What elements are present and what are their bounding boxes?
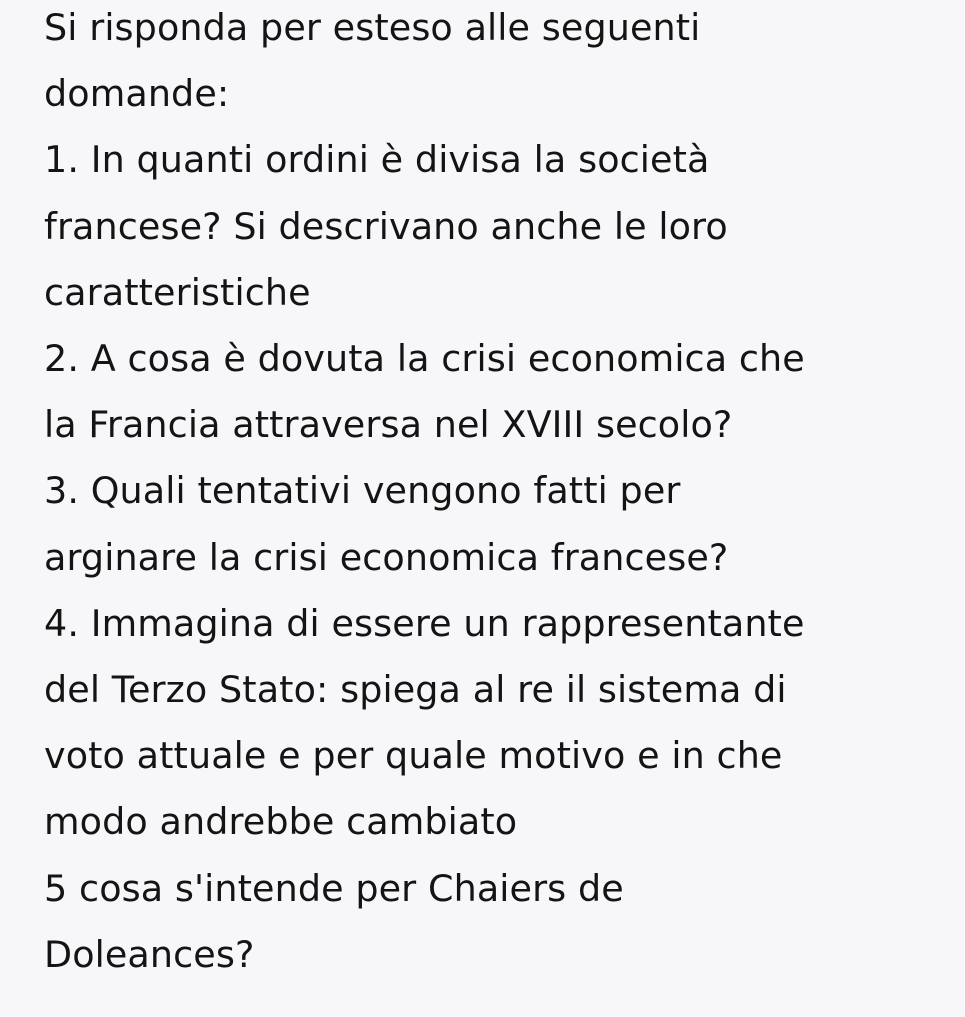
question-4-line-2: del Terzo Stato: spiega al re il sistema di [44,668,787,712]
intro-line-1: Si risponda per esteso alle seguenti [44,6,701,49]
question-3-line-2: arginare la crisi economica francese? [44,535,729,579]
question-3-line-1: 3. Quali tentativi vengono fatti per [44,469,681,513]
question-1-line-3: caratteristiche [44,270,311,314]
question-5-line-2: Doleances? [44,932,255,976]
question-text [44,0,944,988]
question-4-line-4: modo andrebbe cambiato [44,800,518,844]
question-2-line-1: 2. A cosa è dovuta la crisi economica che [44,337,805,381]
question-1-line-1: 1. In quanti ordini è divisa la società [44,138,710,182]
question-4-line-3: voto attuale e per quale motivo e in che [44,734,783,778]
question-1-line-2: francese? Si descrivano anche le loro [44,204,728,248]
intro-line-2: domande: [44,72,230,116]
question-5-line-1: 5 cosa s'intende per Chaiers de [44,866,624,910]
question-2-line-2: la Francia attraversa nel XVIII secolo? [44,403,733,447]
question-4-line-1: 4. Immagina di essere un rappresentante [44,601,805,645]
